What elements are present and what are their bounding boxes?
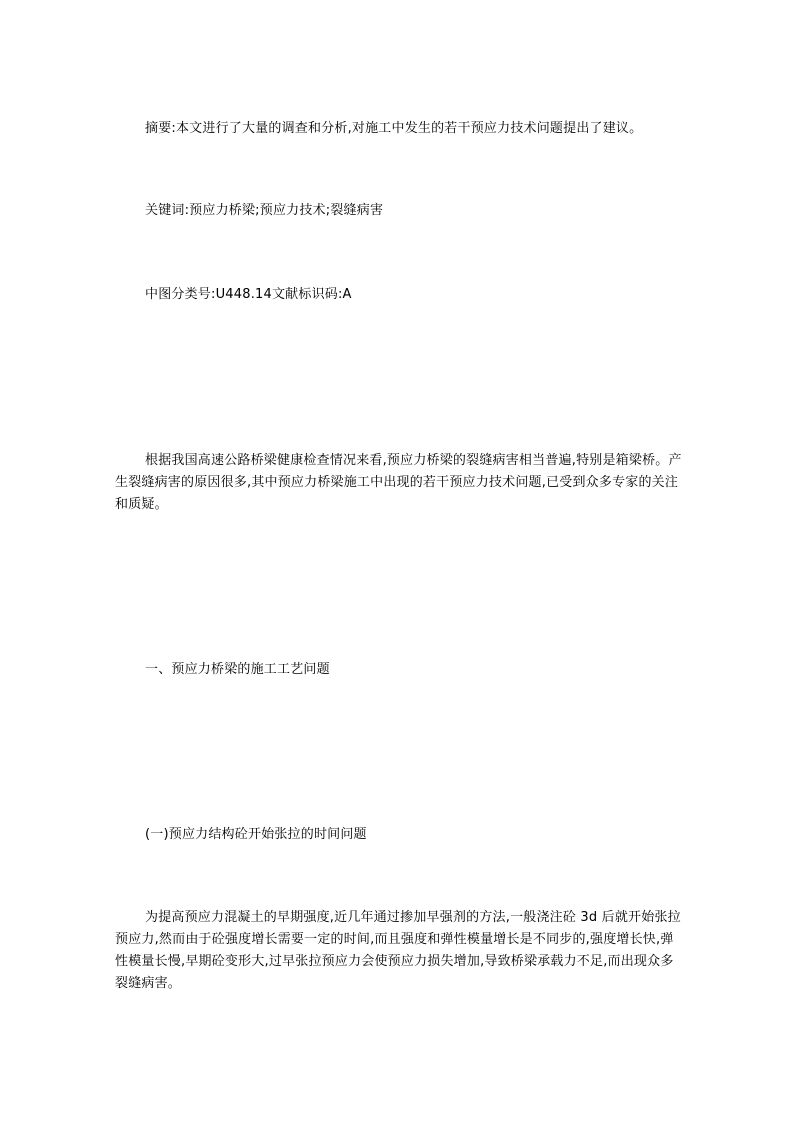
abstract-paragraph: 摘要:本文进行了大量的调查和分析,对施工中发生的若干预应力技术问题提出了建议。 — [145, 121, 643, 136]
keywords-paragraph: 关键词:预应力桥梁;预应力技术;裂缝病害 — [145, 203, 384, 218]
intro-paragraph: 根据我国高速公路桥梁健康检查情况来看,预应力桥梁的裂缝病害相当普遍,特别是箱梁桥。产生裂缝病害的原因很多,其中预应力桥梁施工中出现的若干预应力技术问题,已受到众多专家的关注和质疑。 — [115, 453, 682, 512]
classification-paragraph: 中图分类号:U448.14文献标识码:A — [145, 287, 352, 302]
section-heading: 一、预应力桥梁的施工工艺问题 — [145, 662, 330, 677]
body-paragraph: 为提高预应力混凝土的早期强度,近几年通过掺加早强剂的方法,一般浇注砼 3d 后就开始张拉预应力,然而由于砼强度增长需要一定的时间,而且强度和弹性模量增长是不同步的,强度增长快,弹性模量长慢,早期砼变形大,过早张拉预应力会使预应力损失增加,导致桥梁承载力不足,而出现众多裂缝病害。 — [115, 910, 681, 991]
subsection-heading: (一)预应力结构砼开始张拉的时间问题 — [145, 827, 367, 842]
